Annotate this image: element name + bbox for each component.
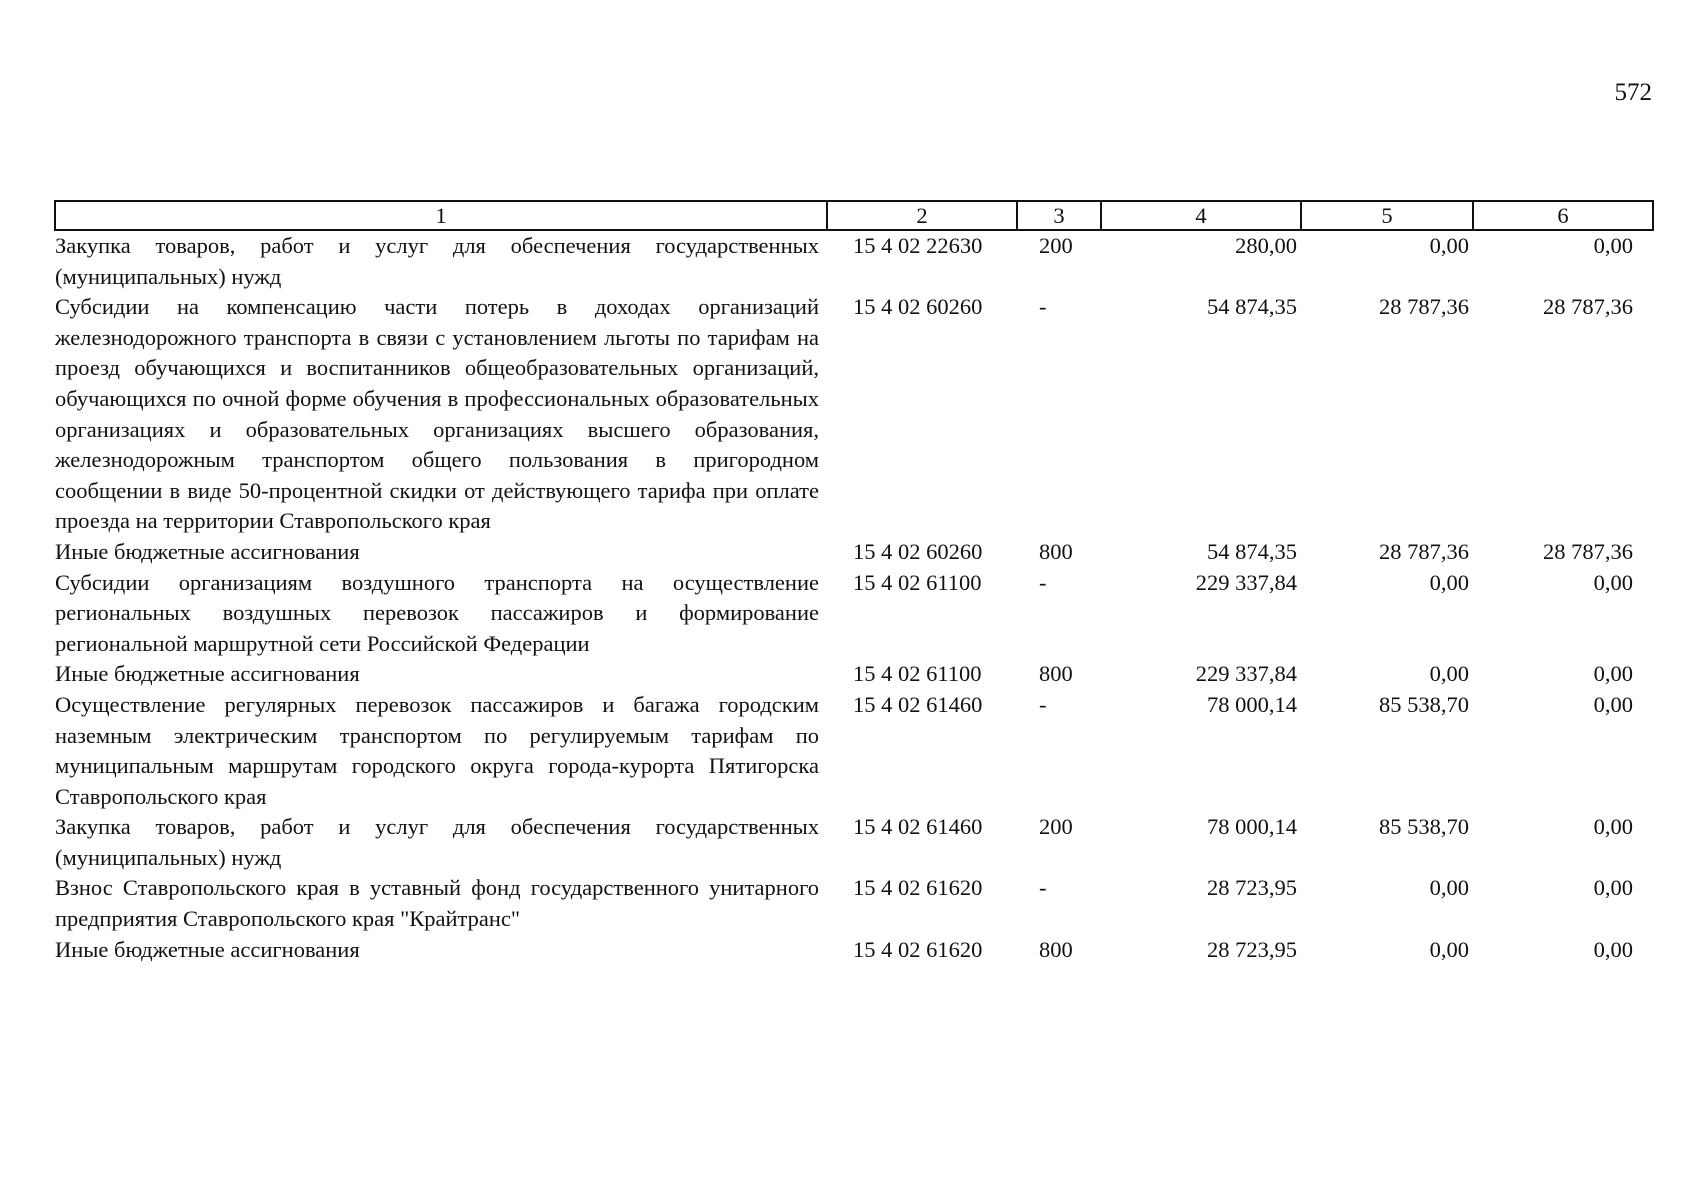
row-value-5: 0,00 bbox=[1429, 875, 1469, 901]
row-code: 15 4 02 60260 bbox=[853, 294, 983, 320]
row-value-4: 78 000,14 bbox=[1207, 814, 1297, 840]
row-code: 15 4 02 22630 bbox=[853, 233, 983, 258]
row-value-6: 28 787,36 bbox=[1543, 294, 1633, 320]
row-value-5: 85 538,70 bbox=[1379, 814, 1469, 840]
row-value-6: 0,00 bbox=[1593, 691, 1633, 717]
row-value-6: 0,00 bbox=[1593, 814, 1633, 840]
row-value-6: 0,00 bbox=[1593, 233, 1633, 258]
table-row bbox=[55, 230, 1653, 292]
table-row bbox=[55, 935, 1653, 966]
row-code: 15 4 02 61100 bbox=[853, 569, 982, 595]
page-number: 572 bbox=[1614, 79, 1652, 106]
column-header: 2 bbox=[827, 201, 1017, 230]
row-value-6: 0,00 bbox=[1593, 936, 1633, 962]
row-code: 15 4 02 61100 bbox=[853, 661, 982, 687]
table-row bbox=[55, 568, 1653, 660]
row-code: 15 4 02 61460 bbox=[853, 814, 983, 840]
row-value-5: 0,00 bbox=[1429, 233, 1469, 258]
table-row bbox=[55, 659, 1653, 690]
row-code: 15 4 02 61620 bbox=[853, 875, 983, 901]
row-value-4: 54 874,35 bbox=[1207, 294, 1297, 320]
row-name: Иные бюджетные ассигнования bbox=[55, 661, 360, 687]
row-name: Иные бюджетные ассигнования bbox=[55, 538, 360, 564]
row-value-5: 0,00 bbox=[1429, 936, 1469, 962]
table-row bbox=[55, 292, 1653, 537]
table-row bbox=[55, 690, 1653, 812]
row-value-5: 85 538,70 bbox=[1379, 691, 1469, 717]
row-expense-type: - bbox=[1039, 691, 1047, 717]
row-name: Взнос Ставропольского края в уставный фонд государственного унитарного предприятия Ставропольского края "Крайтранс" bbox=[55, 875, 819, 932]
row-value-4: 28 723,95 bbox=[1207, 875, 1297, 901]
table-header-row bbox=[55, 201, 1653, 230]
row-value-5: 0,00 bbox=[1429, 569, 1469, 595]
row-name: Иные бюджетные ассигнования bbox=[55, 936, 360, 962]
row-value-4: 229 337,84 bbox=[1195, 569, 1297, 595]
row-value-6: 0,00 bbox=[1593, 875, 1633, 901]
row-code: 15 4 02 61620 bbox=[853, 936, 983, 962]
row-value-6: 0,00 bbox=[1593, 661, 1633, 687]
budget-table bbox=[54, 200, 1654, 965]
row-value-4: 28 723,95 bbox=[1207, 936, 1297, 962]
row-value-6: 0,00 bbox=[1593, 569, 1633, 595]
row-value-4: 280,00 bbox=[1235, 233, 1297, 258]
row-name: Закупка товаров, работ и услуг для обеспечения государственных (муниципальных) нужд bbox=[55, 814, 819, 870]
row-value-4: 229 337,84 bbox=[1195, 661, 1297, 687]
row-name: Закупка товаров, работ и услуг для обеспечения государственных (муниципальных) нужд bbox=[55, 233, 819, 289]
row-expense-type: - bbox=[1039, 294, 1047, 320]
row-name: Субсидии организациям воздушного транспорта на осуществление региональных воздушных перевозок пассажиров и формирование региональной маршрутной сети Российской Федерации bbox=[55, 569, 819, 656]
row-value-4: 54 874,35 bbox=[1207, 538, 1297, 564]
row-expense-type: 800 bbox=[1039, 538, 1073, 564]
column-header: 4 bbox=[1101, 201, 1301, 230]
row-expense-type: 200 bbox=[1039, 233, 1073, 258]
row-expense-type: 200 bbox=[1039, 814, 1073, 840]
row-code: 15 4 02 60260 bbox=[853, 538, 983, 564]
row-name: Осуществление регулярных перевозок пассажиров и багажа городским наземным электрическим транспортом по регулируемым тарифам по муниципальным маршрутам городского округа города-курорта Пятигорска Ставропольского края bbox=[55, 691, 819, 809]
row-value-6: 28 787,36 bbox=[1543, 538, 1633, 564]
column-header: 5 bbox=[1301, 201, 1473, 230]
row-code: 15 4 02 61460 bbox=[853, 691, 983, 717]
column-header: 6 bbox=[1473, 201, 1653, 230]
row-expense-type: 800 bbox=[1039, 936, 1073, 962]
table-row bbox=[55, 537, 1653, 568]
row-value-5: 28 787,36 bbox=[1379, 294, 1469, 320]
column-header: 3 bbox=[1017, 201, 1101, 230]
row-value-5: 0,00 bbox=[1429, 661, 1469, 687]
table-row bbox=[55, 812, 1653, 873]
table-row bbox=[55, 873, 1653, 934]
row-expense-type: - bbox=[1039, 875, 1047, 901]
row-value-5: 28 787,36 bbox=[1379, 538, 1469, 564]
row-value-4: 78 000,14 bbox=[1207, 691, 1297, 717]
row-expense-type: 800 bbox=[1039, 661, 1073, 687]
row-name: Субсидии на компенсацию части потерь в доходах организаций железнодорожного транспорта в связи с установлением льготы по тарифам на проезд обучающихся и воспитанников общеобразовательных организаций, обучающихся по очной форме обучения в профессиональных образовательных организациях и образовательных организациях высшего образования, железнодорожным транспортом общего пользования в пригородном сообщении в виде 50-процентной скидки от действующего тарифа при оплате проезда на территории Ставропольского края bbox=[55, 294, 819, 534]
row-expense-type: - bbox=[1039, 569, 1047, 595]
column-header: 1 bbox=[55, 201, 827, 230]
